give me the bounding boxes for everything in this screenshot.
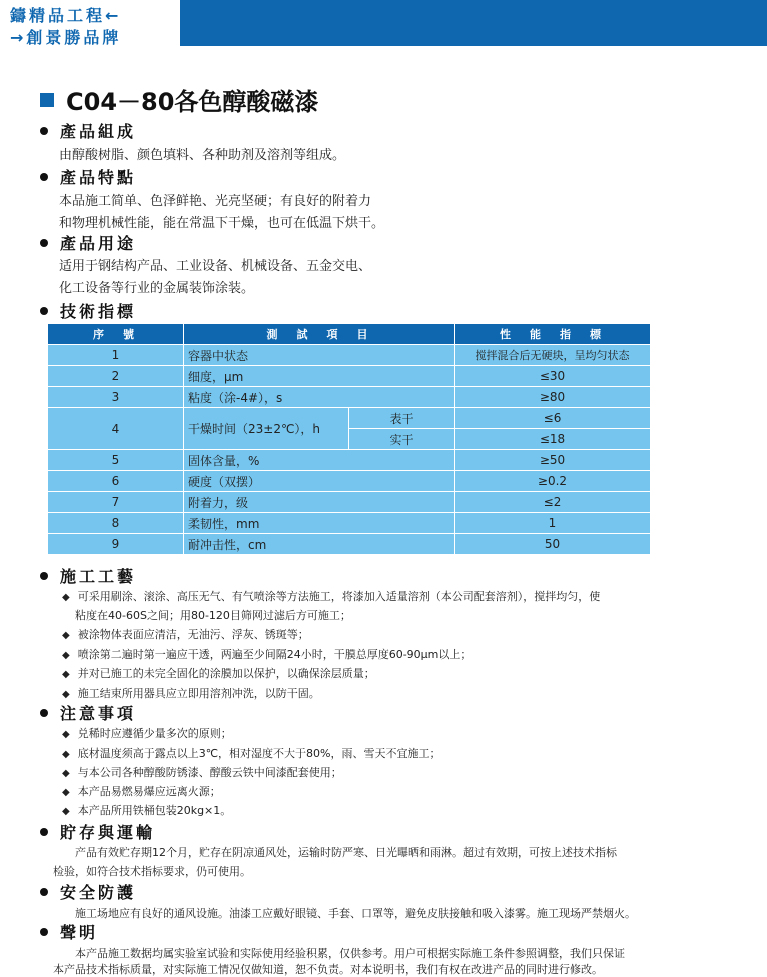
row-sub-label: 表干 — [349, 408, 455, 429]
statement-line: 本产品施工数据均属实验室试验和实际使用经验积累，仅供参考。用户可根据实际施工条件参照调整，我们只保证 — [75, 947, 625, 960]
row-item: 固体含量，% — [184, 450, 455, 471]
title-square-icon — [40, 93, 54, 107]
usage-line: 适用于钢结构产品、工业设备、机械设备、五金交电、 — [59, 259, 372, 274]
list-item: ◆ 本产品易燃易爆应远离火源； — [62, 785, 221, 798]
row-item: 附着力，级 — [184, 492, 455, 513]
diamond-icon: ◆ — [62, 669, 70, 680]
slogan-line-1: 鑄精品工程← — [10, 6, 122, 25]
row-number: 4 — [48, 408, 184, 450]
section-heading-composition: 產品組成 — [40, 119, 136, 142]
table-row — [48, 471, 651, 492]
bullet-icon — [40, 709, 48, 717]
col-header-no: 序 號 — [48, 324, 184, 345]
list-item: ◆ 并对已施工的未完全固化的涂膜加以保护，以确保涂层质量； — [62, 667, 375, 680]
bullet-icon — [40, 239, 48, 247]
table-row — [48, 387, 651, 408]
row-value: ≥50 — [455, 450, 651, 471]
title-row — [40, 82, 318, 117]
section-heading-usage: 產品用途 — [40, 231, 136, 254]
storage-line: 检验，如符合技术指标要求，仍可使用。 — [53, 865, 251, 878]
arrow-left-icon: ← — [105, 6, 122, 25]
row-number: 6 — [48, 471, 184, 492]
list-item: ◆ 与本公司各种醇酸防锈漆、醇酸云铁中间漆配套使用； — [62, 766, 342, 779]
diamond-icon: ◆ — [62, 592, 70, 603]
table-row — [48, 345, 651, 366]
composition-text: 由醇酸树脂、颜色填料、各种助剂及溶剂等组成。 — [59, 148, 346, 163]
diamond-icon: ◆ — [62, 689, 70, 700]
bullet-icon — [40, 928, 48, 936]
diamond-icon: ◆ — [62, 630, 70, 641]
row-item: 粘度（涂-4#），s — [184, 387, 455, 408]
diamond-icon: ◆ — [62, 650, 70, 661]
section-heading-process: 施工工藝 — [40, 564, 136, 587]
bullet-icon — [40, 828, 48, 836]
list-item: ◆ 喷涂第二遍时第一遍应干透，两遍至少间隔24小时，干膜总厚度60-90μm以上； — [62, 648, 472, 661]
row-item: 柔韧性，mm — [184, 513, 455, 534]
row-item: 容器中状态 — [184, 345, 455, 366]
row-value: ≤2 — [455, 492, 651, 513]
row-value: 1 — [455, 513, 651, 534]
row-item: 细度，μm — [184, 366, 455, 387]
usage-line: 化工设备等行业的金属装饰涂装。 — [59, 281, 255, 296]
row-value: ≥0.2 — [455, 471, 651, 492]
table-row — [48, 450, 651, 471]
bullet-icon — [40, 572, 48, 580]
row-value: ≥80 — [455, 387, 651, 408]
col-header-item: 測 試 項 目 — [184, 324, 455, 345]
statement-line: 本产品技术指标质量，对实际施工情况仅做知道，恕不负责。对本说明书，我们有权在改进产品的同时进行修改。 — [53, 963, 603, 976]
row-item: 耐冲击性，cm — [184, 534, 455, 555]
col-header-value: 性 能 指 標 — [455, 324, 651, 345]
page-title: C04－80各色醇酸磁漆 — [66, 88, 319, 116]
row-value: ≤6 — [455, 408, 651, 429]
bullet-icon — [40, 888, 48, 896]
list-item: ◆ 本产品所用铁桶包装20kg×1。 — [62, 804, 232, 817]
diamond-icon: ◆ — [62, 806, 70, 817]
row-number: 5 — [48, 450, 184, 471]
list-item: ◆ 底材温度须高于露点以上3℃，相对湿度不大于80%，雨、雪天不宜施工； — [62, 747, 441, 760]
section-heading-statement: 聲明 — [40, 920, 98, 943]
row-value: ≤18 — [455, 429, 651, 450]
row-item: 干燥时间（23±2℃），h — [184, 408, 349, 450]
row-number: 2 — [48, 366, 184, 387]
table-row — [48, 492, 651, 513]
section-heading-features: 產品特點 — [40, 165, 136, 188]
row-number: 1 — [48, 345, 184, 366]
features-line: 本品施工简单、色泽鲜艳、光亮坚硬；有良好的附着力 — [59, 194, 372, 209]
row-item: 硬度（双摆） — [184, 471, 455, 492]
section-heading-spec: 技術指標 — [40, 299, 136, 322]
bullet-icon — [40, 307, 48, 315]
diamond-icon: ◆ — [62, 787, 70, 798]
list-item-continuation: 粘度在40-60S之间；用80-120目筛网过滤后方可施工； — [75, 609, 351, 622]
bullet-icon — [40, 127, 48, 135]
table-header-row — [48, 324, 651, 345]
diamond-icon: ◆ — [62, 749, 70, 760]
table-row — [48, 534, 651, 555]
row-value: ≤30 — [455, 366, 651, 387]
storage-line: 产品有效贮存期12个月，贮存在阴凉通风处，运输时防严寒、日光曝晒和雨淋。超过有效期，可按上述技术指标 — [75, 846, 617, 859]
row-number: 3 — [48, 387, 184, 408]
features-line: 和物理机械性能，能在常温下干燥，也可在低温下烘干。 — [59, 216, 385, 231]
list-item: ◆ 被涂物体表面应清洁，无油污、浮灰、锈斑等； — [62, 628, 309, 641]
spec-table — [47, 323, 651, 555]
safety-line: 施工场地应有良好的通风设施。油漆工应戴好眼镜、手套、口罩等，避免皮肤接触和吸入漆雾。施工现场严禁烟火。 — [75, 907, 636, 920]
row-number: 7 — [48, 492, 184, 513]
list-item: ◆ 兑稀时应遵循少量多次的原则； — [62, 727, 232, 740]
diamond-icon: ◆ — [62, 768, 70, 779]
table-row — [48, 408, 651, 429]
table-row — [48, 513, 651, 534]
section-heading-safety: 安全防護 — [40, 880, 136, 903]
arrow-right-icon: → — [10, 28, 27, 47]
slogan-box — [0, 0, 180, 46]
row-number: 8 — [48, 513, 184, 534]
list-item: ◆ 可采用刷涂、滚涂、高压无气、有气喷涂等方法施工，将漆加入适量溶剂（本公司配套溶剂），搅拌均匀，使 — [62, 590, 601, 603]
slogan-line-2: →創景勝品牌 — [10, 28, 122, 47]
list-item: ◆ 施工结束所用器具应立即用溶剂冲洗，以防干固。 — [62, 687, 320, 700]
section-heading-notes: 注意事項 — [40, 701, 136, 724]
row-sub-label: 实干 — [349, 429, 455, 450]
bullet-icon — [40, 173, 48, 181]
row-value: 搅拌混合后无硬块，呈均匀状态 — [455, 345, 651, 366]
diamond-icon: ◆ — [62, 729, 70, 740]
row-value: 50 — [455, 534, 651, 555]
table-row — [48, 366, 651, 387]
section-heading-storage: 貯存與運輸 — [40, 820, 155, 843]
row-number: 9 — [48, 534, 184, 555]
